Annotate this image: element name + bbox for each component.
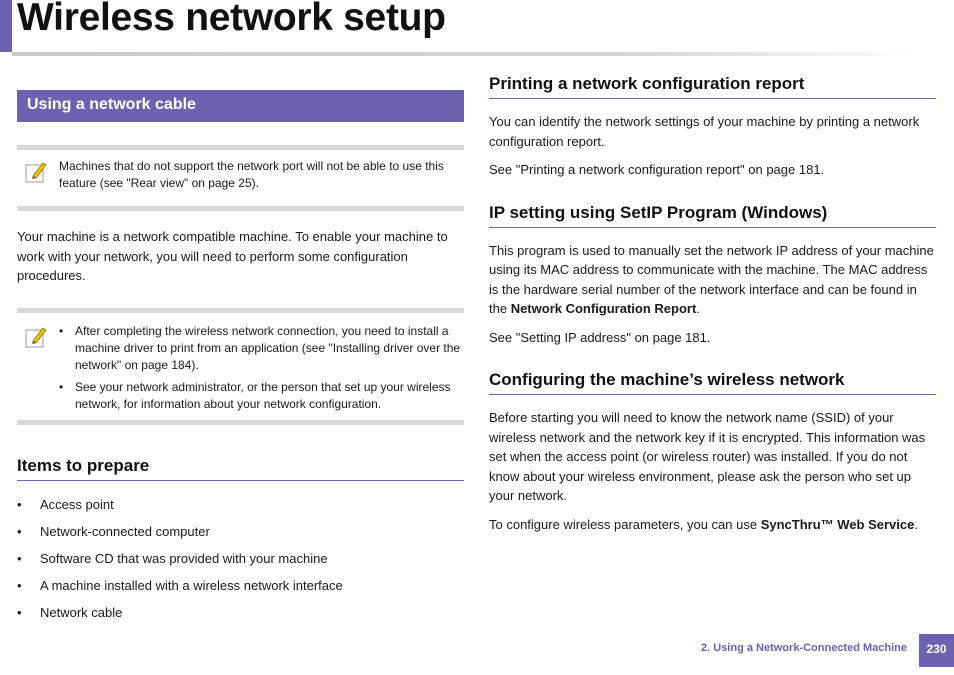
setip-heading: IP setting using SetIP Program (Windows)	[489, 203, 936, 228]
note-text: Machines that do not support the network port will not be able to use this feature (see "Rear view" on page 25).	[59, 159, 444, 190]
right-column	[489, 74, 936, 534]
report-heading: Printing a network configuration report	[489, 74, 936, 99]
page-number: 230	[919, 634, 954, 667]
note-pencil-icon	[25, 160, 47, 184]
intro-paragraph: Your machine is a network compatible machine. To enable your machine to work with your network, you will need to perform some configuration procedures.	[17, 229, 448, 283]
list-item: • A machine installed with a wireless network interface	[17, 577, 464, 604]
setip-reference: See "Setting IP address" on page 181.	[489, 329, 711, 345]
setip-bold-term: Network Configuration Report	[510, 301, 697, 316]
items-list	[17, 496, 464, 631]
header-accent-bar	[0, 0, 12, 52]
list-item: • Network cable	[17, 604, 464, 631]
section-banner: Using a network cable	[17, 90, 464, 122]
config-heading: Configuring the machine’s wireless network	[489, 370, 936, 395]
note-pencil-icon	[25, 325, 47, 349]
note-list-item: • See your network administrator, or the person that set up your wireless network, for information about your network configuration.	[59, 379, 462, 413]
config-instruction	[489, 515, 936, 535]
setip-text-end: .	[696, 301, 700, 316]
page-title: Wireless network setup	[17, 0, 446, 39]
setip-paragraph	[489, 241, 936, 319]
list-item: • Access point	[17, 496, 464, 523]
list-item: • Software CD that was provided with your machine	[17, 550, 464, 577]
config-text-end: .	[914, 516, 918, 532]
note-box	[17, 145, 464, 211]
config-text: To configure wireless parameters, you can use	[489, 516, 761, 532]
note-list-item: • After completing the wireless network connection, you need to install a machine driver to print from an application (see "Installing driver over the network" on page 184).	[59, 323, 462, 374]
report-paragraph: You can identify the network settings of your machine by printing a network configuration report.	[489, 114, 920, 149]
setip-text: This program is used to manually set the network IP address of your machine using its MAC address to communicate with the machine. The MAC address is the hardware serial number of the network interface and can be found in the	[489, 242, 934, 316]
footer-chapter: 2. Using a Network-Connected Machine	[701, 642, 907, 654]
list-item: • Network-connected computer	[17, 523, 464, 550]
left-column	[17, 90, 464, 631]
items-heading: Items to prepare	[17, 456, 464, 481]
report-reference: See "Printing a network configuration report" on page 181.	[489, 162, 825, 177]
config-bold-term: SyncThru™ Web Service	[760, 516, 915, 532]
config-paragraph: Before starting you will need to know the network name (SSID) of your wireless network and the network key if it is encrypted. This information was set when the access point (or wireless router) was installed. If you do not know about your wireless environment, please ask the person who set up your network.	[489, 410, 926, 503]
title-divider	[12, 52, 917, 56]
note-box	[17, 308, 464, 425]
note-list	[59, 323, 462, 413]
